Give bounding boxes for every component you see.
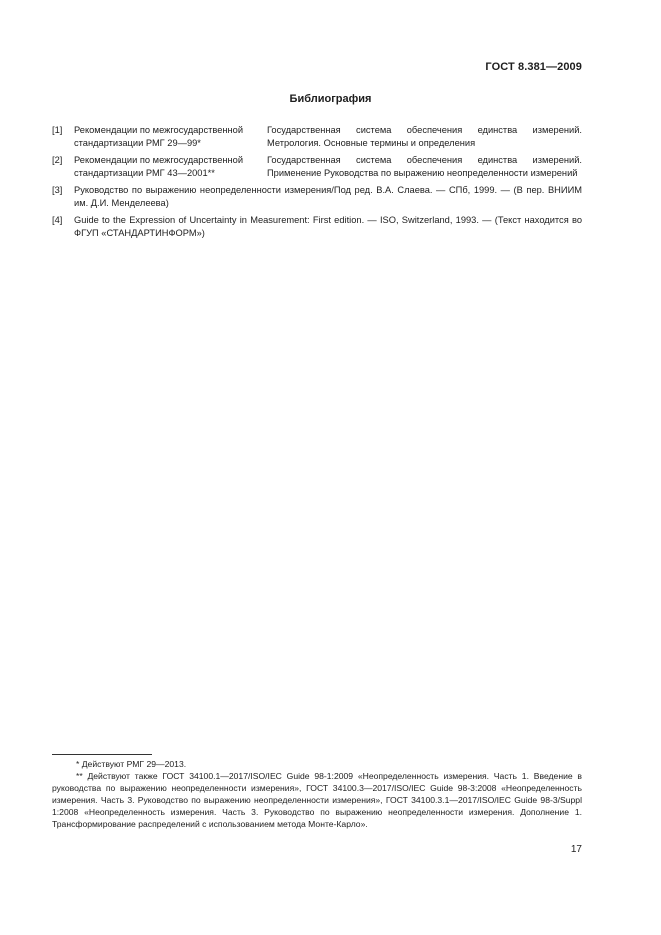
entry-title: Государственная система обеспечения единства измерений. Применение Руководства по выражению неопределенности измерений: [267, 155, 582, 178]
entry-text: Руководство по выражению неопределенности измерения/Под ред. В.А. Слаева. — СПб, 1999. — (В пер. ВНИИМ им. Д.И. Менделеева): [74, 185, 582, 208]
entry-number: [1]: [52, 125, 63, 135]
entry-source: Рекомендации по межгосударственной стандартизации РМГ 29—99*: [74, 125, 244, 148]
entry-text: Guide to the Expression of Uncertainty in Measurement: First edition. — ISO, Switzerland, 1993. — (Текст находится во ФГУП «СТАНДАРТИНФОРМ»): [74, 215, 582, 238]
entry-number: [4]: [52, 215, 63, 225]
footnote: * Действуют РМГ 29—2013.: [76, 759, 187, 769]
bibliography-entry: [52, 154, 582, 180]
footnote: ** Действуют также ГОСТ 34100.1—2017/ISO/IEC Guide 98-1:2009 «Неопределенность измерения. Часть 1. Введение в руководства по выражению неопределенности измерения», ГОСТ 34100.3—2017/ISO/IEC Guide 98-3:2008 «Неопределенность измерения. Часть 3. Руководство по выражению неопределенности измерения», ГОСТ 34100.3.1—2017/ISO/IEC Guide 98-3/Suppl 1:2008 «Неопределенность измерения. Часть 3. Руководство по выражению неопределенности измерения. Дополнение 1. Трансформирование распределений с использованием метода Монте-Карло».: [52, 771, 582, 829]
entry-source: Рекомендации по межгосударственной стандартизации РМГ 43—2001**: [74, 155, 244, 178]
bibliography-list: [52, 124, 582, 244]
entry-number: [3]: [52, 185, 63, 195]
bibliography-entry: [52, 124, 582, 150]
entry-number: [2]: [52, 155, 63, 165]
footnote-divider: [52, 754, 152, 755]
bibliography-entry: [52, 184, 582, 210]
page-title: Библиография: [289, 93, 372, 105]
document-code: ГОСТ 8.381—2009: [485, 61, 582, 73]
footnotes: [52, 758, 582, 830]
bibliography-entry: [52, 214, 582, 240]
entry-title: Государственная система обеспечения единства измерений. Метрология. Основные термины и определения: [267, 125, 582, 148]
page-number: 17: [570, 844, 582, 855]
